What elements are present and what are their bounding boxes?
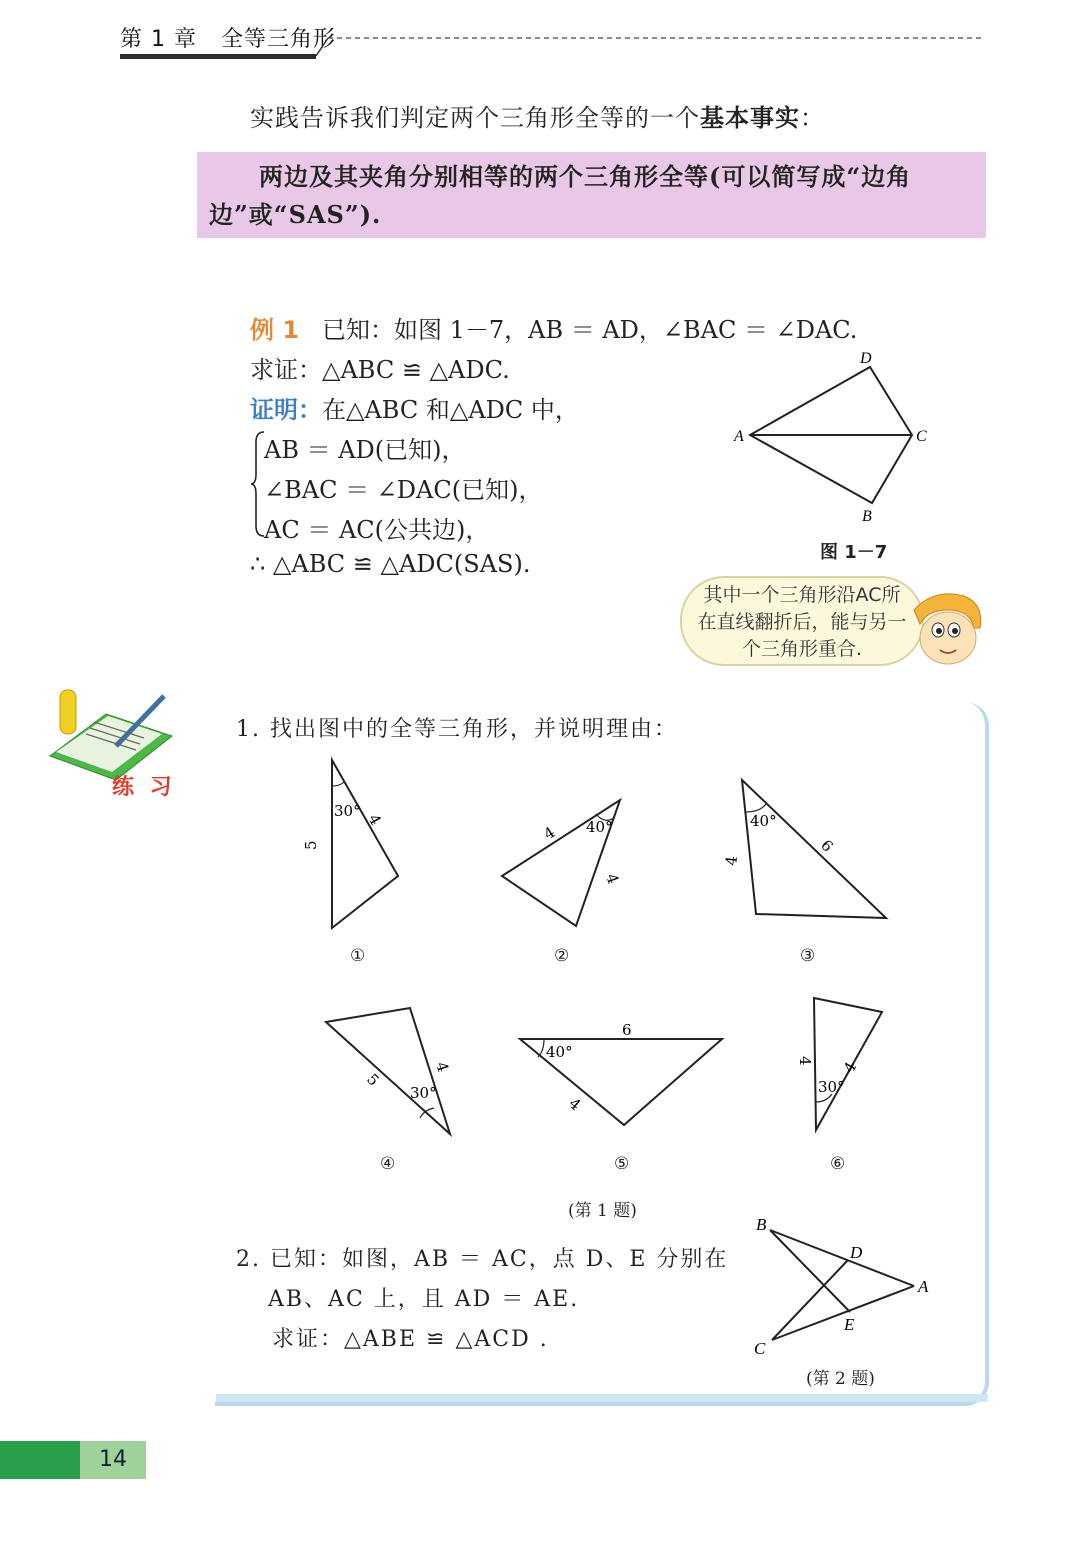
triangle-6: [786, 990, 896, 1140]
q2-label-a: A: [918, 1277, 929, 1296]
intro-suffix: ：: [800, 104, 825, 132]
brace-line-2: ∠BAC ＝ ∠DAC(已知)，: [264, 476, 543, 504]
hint-bubble: [680, 576, 924, 666]
triangle-1: [300, 750, 420, 940]
figure-1-7-caption: 图 1－7: [820, 542, 888, 563]
header-dashed-line: [316, 30, 986, 60]
triangle-1-angle: 30°: [334, 802, 361, 820]
question-2-line-2: AB、AC 上，且 AD ＝ AE.: [268, 1287, 580, 1312]
example-given: [250, 310, 857, 345]
triangle-3: [722, 770, 900, 930]
triangle-5-number: ⑤: [614, 1154, 630, 1174]
triangle-6-number: ⑥: [830, 1154, 846, 1174]
question-1-text: 1. 找出图中的全等三角形，并说明理由：: [236, 717, 678, 742]
sas-axiom-box: [197, 152, 986, 238]
practice-label: 练 习: [112, 775, 176, 800]
q2-label-e: E: [844, 1315, 855, 1334]
triangle-4: [316, 1000, 466, 1150]
q2-label-d: D: [850, 1243, 863, 1262]
intro-bold: 基本事实: [700, 103, 800, 132]
proof-conclusion: ∴ △ABC ≌ △ADC(SAS).: [250, 550, 531, 578]
proof-intro: 在△ABC 和△ADC 中，: [322, 396, 579, 424]
chapter-number: 第 1 章: [120, 27, 197, 52]
fig17-label-c: C: [916, 428, 927, 445]
triangle-6-side-a: 4: [796, 1056, 814, 1066]
chapter-header: [120, 22, 336, 53]
brace-line-1: AB ＝ AD(已知)，: [264, 436, 466, 464]
fig17-label-b: B: [862, 508, 872, 525]
triangle-4-angle: 30°: [410, 1084, 437, 1102]
practice-notebook-icon: [46, 686, 176, 782]
sas-axiom-text: 两边及其夹角分别相等的两个三角形全等(可以简写成“边角边”或“SAS”).: [209, 162, 912, 229]
triangle-2: [490, 790, 640, 940]
practice-panel-bottom-shadow: [210, 1380, 1000, 1410]
triangle-5-angle: 40°: [546, 1043, 573, 1061]
triangle-3-number: ③: [800, 946, 816, 966]
fig17-label-d: D: [860, 350, 872, 367]
example-given-text: 已知：如图 1－7，AB ＝ AD，∠BAC ＝ ∠DAC.: [321, 316, 858, 344]
triangle-6-angle: 30°: [818, 1078, 845, 1096]
cartoon-character-icon: [904, 588, 986, 670]
page-number: 14: [80, 1441, 146, 1479]
example-prove: 求证：△ABC ≌ △ADC.: [250, 356, 510, 384]
question-2-figure: [740, 1210, 940, 1360]
brace-line-3: AC ＝ AC(公共边)，: [264, 516, 490, 544]
triangle-2-number: ②: [554, 946, 570, 966]
triangle-4-side-b: 4: [432, 1059, 453, 1075]
triangle-1-number: ①: [350, 946, 366, 966]
triangle-1-side-b: 5: [302, 840, 320, 850]
example-label: 例 1: [250, 316, 300, 344]
triangle-2-side-b: 4: [602, 871, 623, 887]
header-underline: [120, 54, 316, 59]
triangle-1-side-a: 4: [364, 811, 385, 829]
figure-1-7: [730, 345, 930, 525]
intro-sentence: [250, 98, 825, 133]
intro-prefix: 实践告诉我们判定两个三角形全等的一个: [250, 104, 700, 132]
q2-label-c: C: [754, 1339, 766, 1358]
triangle-3-side-b: 6: [817, 836, 837, 856]
triangle-4-side-a: 5: [363, 1070, 383, 1090]
triangle-3-side-a: 4: [722, 855, 741, 867]
question-2-line-3: 求证：△ABE ≌ △ACD .: [272, 1327, 549, 1352]
proof-intro-line: [250, 390, 579, 425]
triangle-3-angle: 40°: [750, 812, 777, 830]
proof-label: 证明：: [250, 396, 322, 424]
question-2-line-1: 2. 已知：如图，AB ＝ AC，点 D、E 分别在: [236, 1247, 729, 1272]
fig17-label-a: A: [734, 428, 744, 445]
chapter-title: 全等三角形: [220, 27, 336, 52]
triangle-2-side-a: 4: [540, 823, 559, 844]
triangle-5-side-a: 6: [622, 1021, 632, 1039]
q2-label-b: B: [756, 1215, 767, 1234]
triangle-6-side-b: 4: [839, 1058, 861, 1076]
triangle-5: [510, 1015, 740, 1135]
triangle-4-number: ④: [380, 1154, 396, 1174]
question-1-caption: (第 1 题): [568, 1201, 637, 1221]
triangle-5-side-b: 4: [565, 1094, 585, 1115]
hint-bubble-text: 其中一个三角形沿AC所在直线翻折后，能与另一个三角形重合.: [697, 584, 907, 660]
question-2-caption: (第 2 题): [806, 1369, 875, 1389]
triangle-2-angle: 40°: [586, 818, 613, 836]
